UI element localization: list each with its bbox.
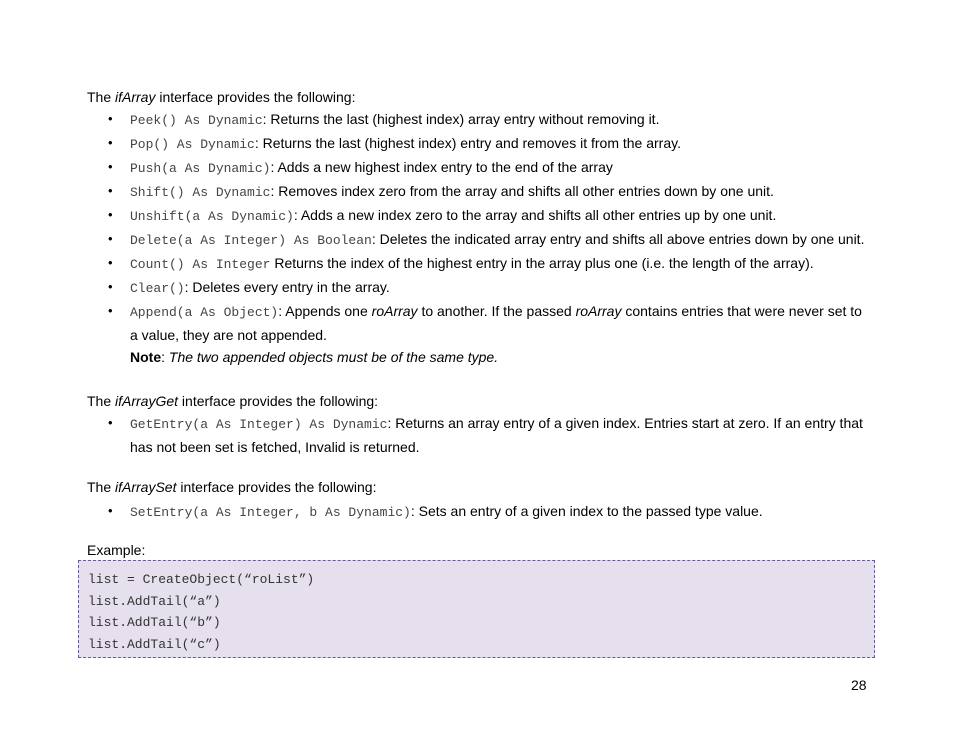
ifarrayget-name: ifArrayGet [115,393,179,409]
code-line: list.AddTail(“a”) [88,593,221,609]
list-item [106,204,866,228]
bullet-icon: • [108,135,113,150]
method-signature: Delete(a As Integer) As Boolean [130,233,372,248]
method-signature: Peek() As Dynamic [130,113,263,128]
code-line: list.AddTail(“b”) [88,615,221,630]
bullet-icon: • [108,111,113,126]
method-signature: Unshift(a As Dynamic) [130,209,294,224]
method-signature: Count() As Integer [130,257,271,272]
page-number: 28 [851,677,867,693]
method-description: : Returns an array entry of a given index. Entries start at zero. If an entry that has not been set is fetched, Invalid is returned. [130,415,863,455]
ifarrayget-method-list [106,412,866,458]
bullet-icon: • [108,183,113,198]
ifarrayget-intro: The ifArrayGet interface provides the following: [87,393,379,409]
method-description: Returns the index of the highest entry in the array plus one (i.e. the length of the array). [270,255,814,271]
list-item [106,276,866,300]
method-description: : Returns the last (highest index) entry and removes it from the array. [254,135,681,151]
code-line: list = CreateObject(“roList”) [88,572,315,587]
list-item: • Append(a As Object): Appends one roArray to another. If the passed roArray contains entries that were never set to a value, they are not appended. Note: The two appended objects must be of the same type. [106,300,866,368]
bullet-icon: • [108,503,113,518]
bullet-icon: • [108,279,113,294]
list-item [106,156,866,180]
method-signature: Push(a As Dynamic) [130,161,271,176]
list-item [106,412,866,458]
method-description: : Adds a new highest index entry to the end of the array [270,159,613,175]
ifarrayset-method-list [106,500,866,524]
ifarray-method-list [106,108,866,368]
bullet-icon: • [108,207,113,222]
ifarrayset-intro: The ifArraySet interface provides the following: [87,479,377,495]
bullet-icon: • [108,415,113,430]
method-description: : Deletes the indicated array entry and shifts all above entries down by one unit. [371,231,865,247]
method-signature: Pop() As Dynamic [130,137,255,152]
bullet-icon: • [108,303,113,318]
bullet-icon: • [108,255,113,270]
method-signature: Clear() [130,281,185,296]
method-signature: SetEntry(a As Integer, b As Dynamic) [130,505,411,520]
bullet-icon: • [108,159,113,174]
method-signature: Shift() As Dynamic [130,185,271,200]
note-label: Note [130,349,162,365]
list-item [106,132,866,156]
method-description: : Sets an entry of a given index to the passed type value. [410,503,763,519]
list-item [106,180,866,204]
ifarrayset-name: ifArraySet [115,479,177,495]
list-item [106,108,866,132]
list-item [106,252,866,276]
append-note: Note: The two appended objects must be of the same type. [130,349,499,365]
note-text: The two appended objects must be of the same type. [168,349,499,365]
list-item [106,500,866,524]
bullet-icon: • [108,231,113,246]
code-example-box [78,560,875,658]
code-line: list.AddTail(“c”) [88,636,221,652]
ifarray-intro: The ifArray interface provides the following: [87,89,356,105]
ifarray-name: ifArray [115,89,156,105]
method-description: : Removes index zero from the array and shifts all other entries down by one unit. [270,183,774,199]
method-description: : Deletes every entry in the array. [184,279,390,295]
method-signature: GetEntry(a As Integer) As Dynamic [130,417,388,432]
method-signature: Append(a As Object) [130,305,279,320]
list-item [106,228,866,252]
method-description: : Adds a new index zero to the array and shifts all other entries up by one unit. [293,207,777,223]
example-label: Example: [87,542,146,558]
method-description: : Returns the last (highest index) array entry without removing it. [262,111,660,127]
